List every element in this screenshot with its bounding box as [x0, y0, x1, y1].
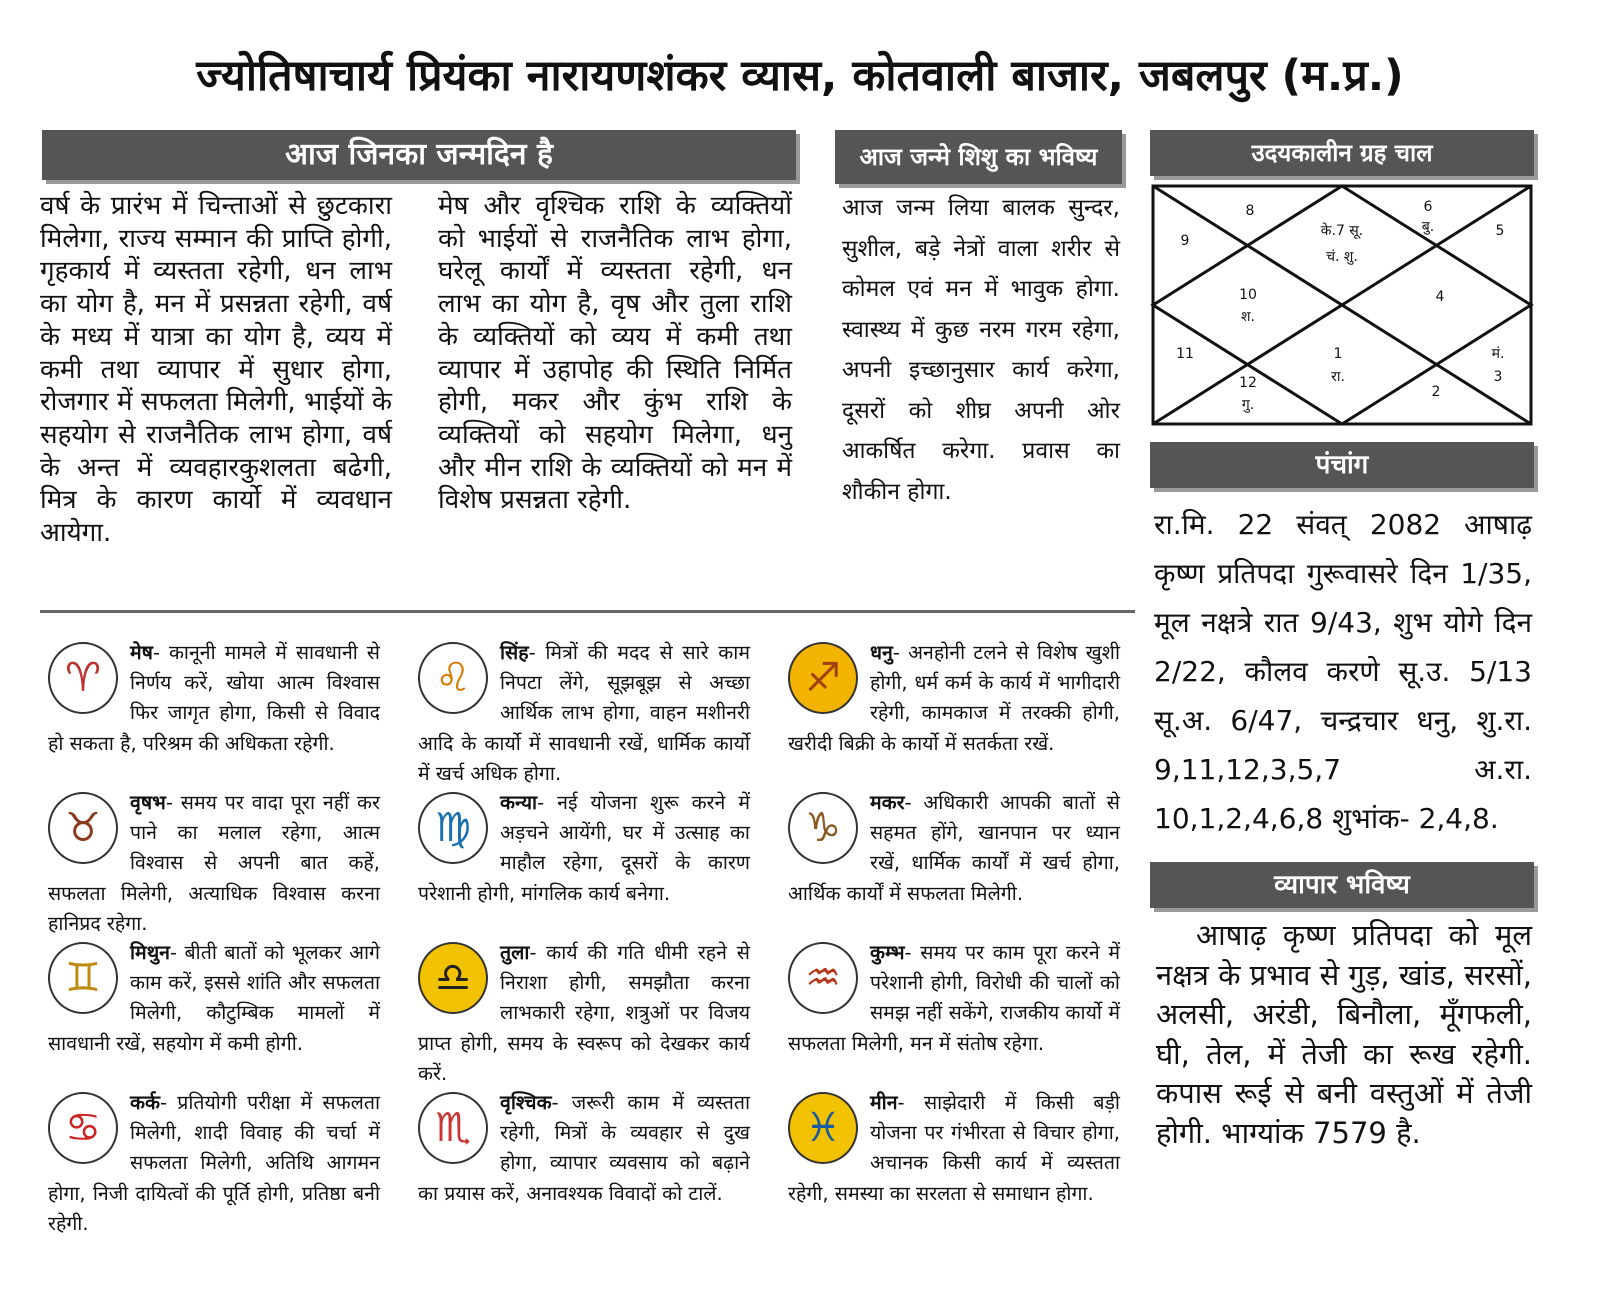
chart-heading-bar [1150, 130, 1534, 176]
house-4: 4 [1435, 289, 1445, 305]
pisces-icon: ♓ [788, 1092, 858, 1164]
rashi-dash: - [152, 641, 160, 664]
vyapar-text: आषाढ़ कृष्ण प्रतिपदा को मूल नक्षत्र के प्रभाव से गुड़, खांड, सरसों, अलसी, अरंडी, बिनौला, मूँगफली, घी, तेल, में तेजी का रूख रहेगी. कपास रूई से बनी वस्तुओं में तेजी होगी. भाग्यांक 7579 है. [1156, 918, 1533, 1150]
rashi-text: जरूरी काम में व्यस्तता रहेगी, मित्रों के व्यवहार से दुख होगा, व्यापार व्यवसाय को बढ़ाने का प्रयास करें, अनावश्यक विवादों को टालें. [418, 1091, 750, 1205]
taurus-icon: ♉ [48, 792, 118, 864]
house-8: 8 [1245, 203, 1255, 219]
house-3-planet: मं. [1491, 346, 1505, 362]
rashi-name: वृषभ [130, 791, 166, 814]
rashi-kanya [418, 788, 750, 909]
house-6: 6 [1423, 199, 1433, 215]
rashi-dash: - [551, 1091, 559, 1114]
rashi-name: मकर [870, 791, 905, 814]
rashi-name: मीन [870, 1091, 898, 1114]
capricorn-icon: ♑ [788, 792, 858, 864]
rashi-dash: - [904, 941, 912, 964]
rashi-text: साझेदारी में किसी बड़ी योजना पर गंभीरता से विचार होगा, अचानक किसी कार्य में व्यस्तता रहेगी, समस्या का सरलता से समाधान होगा. [788, 1091, 1120, 1205]
rashi-dash: - [529, 941, 537, 964]
rashi-text: बीती बातों को भूलकर आगे काम करें, इससे शांति और सफलता मिलेगी, कौटुम्बिक मामलों में सावधानी रखें, सहयोग में कमी होगी. [48, 941, 380, 1055]
rashi-text: कानूनी मामले में सावधानी से निर्णय करें, खोया आत्म विश्वास फिर जागृत होगा, किसी से विवाद हो सकता है, परिश्रम की अधिकता रहेगी. [48, 641, 380, 755]
virgo-icon: ♍ [418, 792, 488, 864]
house-9: 9 [1180, 233, 1190, 249]
rashi-vrishabh [48, 788, 380, 939]
rashi-text: समय पर काम पूरा करने में परेशानी होगी, विरोधी की चालों को समझ नहीं सकेंगे, राजकीय कार्यो में सफलता मिलेगी, मन में संतोष रहेगा. [788, 941, 1120, 1055]
house-1-planet: रा. [1331, 369, 1345, 385]
rashi-name: कर्क [130, 1091, 160, 1114]
child-heading: आज जन्मे शिशु का भविष्य [859, 143, 1098, 171]
rashi-name: कुम्भ [870, 941, 905, 964]
vyapar-heading: व्यापार भविष्य [1274, 870, 1410, 900]
rashi-name: धनु [870, 641, 893, 664]
rashi-dash: - [897, 1091, 905, 1114]
rashi-makar [788, 788, 1120, 909]
house-3: 3 [1493, 369, 1503, 385]
rashi-name: सिंह [500, 641, 529, 664]
aquarius-icon: ♒ [788, 942, 858, 1014]
house-11: 11 [1176, 346, 1194, 362]
rashi-text: प्रतियोगी परीक्षा में सफलता मिलेगी, शादी विवाह की चर्चा में सफलता मिलेगी, अतिथि आगमन होगा, निजी दायित्वों की पूर्ति होगी, प्रतिष्ठा बनी रहेगी. [48, 1091, 380, 1235]
rashi-dash: - [159, 1091, 167, 1114]
house-12: 12 [1239, 375, 1257, 391]
rashi-name: मिथुन [130, 941, 170, 964]
rashi-text: मित्रों की मदद से सारे काम निपटा लेंगे, सूझबूझ से अच्छा आर्थिक लाभ होगा, वाहन मशीनरी आदि के कार्यो में सावधानी रखें, धार्मिक कार्यो में खर्च अधिक होगा. [418, 641, 750, 785]
rashi-dash: - [904, 791, 912, 814]
rashi-mesh [48, 638, 380, 759]
rashi-text: नई योजना शुरू करने में अड़चने आयेंगी, घर में उत्साह का माहौल रहेगा, दूसरों के कारण परेशानी होगी, मांगलिक कार्य बनेगा. [418, 791, 750, 905]
rashi-meen [788, 1088, 1120, 1209]
child-heading-bar [835, 130, 1122, 184]
scorpio-icon: ♏ [418, 1092, 488, 1164]
house-10-planet: श. [1241, 309, 1255, 325]
rashi-text: अनहोनी टलने से विशेष खुशी होगी, धर्म कर्म के कार्य में भागीदारी रहेगी, कामकाज में तरक्की होगी, खरीदी बिक्री के कार्यो में सतर्कता रखें. [788, 641, 1120, 755]
chart-heading: उदयकालीन ग्रह चाल [1251, 139, 1433, 167]
rashi-name: तुला [500, 941, 530, 964]
house-12-planet: गु. [1241, 397, 1255, 413]
rashi-dash: - [170, 941, 178, 964]
cancer-icon: ♋ [48, 1092, 118, 1164]
child-text: आज जन्म लिया बालक सुन्दर, सुशील, बड़े नेत्रों वाला शरीर से कोमल एवं मन में भावुक होगा. स्वास्थ्य में कुछ नरम गरम रहेगा, अपनी इच्छानुसार कार्य करेगा, दूसरों को शीघ्र अपनी ओर आकर्षित करेगा. प्रवास का शौकीन होगा. [842, 195, 1120, 505]
rashi-tula [418, 938, 750, 1089]
rashi-name: कन्या [500, 791, 538, 814]
panchang-heading: पंचांग [1315, 450, 1369, 480]
house-10: 10 [1239, 287, 1257, 303]
rashi-vrishchik [418, 1088, 750, 1209]
vyapar-heading-bar [1150, 862, 1534, 908]
rashi-mithun [48, 938, 380, 1059]
rashi-name: वृश्चिक [500, 1091, 552, 1114]
page-title: ज्योतिषाचार्य प्रियंका नारायणशंकर व्यास, कोतवाली बाजार, जबलपुर (म.प्र.) [196, 51, 1404, 101]
house-1: 1 [1333, 346, 1343, 362]
house-5: 5 [1495, 223, 1505, 239]
rashi-dash: - [528, 641, 536, 664]
leo-icon: ♌ [418, 642, 488, 714]
birthday-heading-bar [42, 130, 796, 180]
birthday-text-col1: वर्ष के प्रारंभ में चिन्ताओं से छुटकारा मिलेगा, राज्य सम्मान की प्राप्ति होगी, गृहकार्य में व्यस्तता रहेगी, धन लाभ का योग है, मन में प्रसन्नता रहेगी, वर्ष के मध्य में यात्रा का योग है, व्यय में कमी तथा व्यापार में सुधार होगा, रोजगार में सफलता मिलेगी, भाईयों के सहयोग से राजनैतिक लाभ होगा, वर्ष के अन्त में व्यवहारकुशलता बढेगी, मित्र के कारण कार्यो में व्यवधान आयेगा. [40, 191, 392, 549]
rashi-kumbh [788, 938, 1120, 1059]
panchang-text: रा.मि. 22 संवत् 2082 आषाढ़ कृष्ण प्रतिपदा गुरूवासरे दिन 1/35, मूल नक्षत्रे रात 9/43, शुभ योगे दिन 2/22, कौलव करणे सू.उ. 5/13 सू.अ. 6/47, चन्द्रचार धनु, शु.रा. 9,11,12,3,5,7 अ.रा. 10,1,2,4,6,8 शुभांक- 2,4,8. [1154, 508, 1532, 835]
section-divider [40, 610, 1135, 613]
house-6-planet: बु. [1421, 219, 1435, 235]
panchang-heading-bar [1150, 442, 1534, 488]
rashi-text: समय पर वादा पूरा नहीं कर पाने का मलाल रहेगा, आत्म विश्वास से अपनी बात कहें, सफलता मिलेगी, अत्याधिक विश्वास करना हानिप्रद रहेगा. [48, 791, 380, 935]
house-2: 2 [1431, 384, 1441, 400]
rashi-name: मेष [130, 641, 153, 664]
rashi-dhanu [788, 638, 1120, 759]
kundli-chart [1150, 183, 1534, 427]
sagittarius-icon: ♐ [788, 642, 858, 714]
birthday-heading: आज जिनका जन्मदिन है [285, 137, 553, 172]
rashi-text: अधिकारी आपकी बातों से सहमत होंगे, खानपान पर ध्यान रखें, धार्मिक कार्यों में खर्च होगा, आर्थिक कार्यों में सफलता मिलेगी. [788, 791, 1120, 905]
birthday-text-col2: मेष और वृश्चिक राशि के व्यक्तियों को भाईयों से राजनैतिक लाभ होगा, घरेलू कार्यों में व्यस्तता रहेगी, धन लाभ का योग है, वृष और तुला राशि के व्यक्तियों को व्यय में कमी तथा व्यापार में उहापोह की स्थिति निर्मित होगी, मकर और कुंभ राशि के व्यक्तियों को सहयोग मिलेगा, धनु और मीन राशि के व्यक्तियों को मन में विशेष प्रसन्नता रहेगी. [438, 191, 792, 516]
libra-icon: ♎ [418, 942, 488, 1014]
rashi-dash: - [165, 791, 173, 814]
rashi-singh [418, 638, 750, 789]
house-7-planets-b: चं. शु. [1326, 249, 1358, 265]
rashi-dash: - [537, 791, 545, 814]
rashi-dash: - [892, 641, 900, 664]
rashi-text: कार्य की गति धीमी रहने से निराशा होगी, समझौता करना लाभकारी रहेगा, शत्रुओं पर विजय प्राप्त होगी, समय के स्वरूप को देखकर कार्य करें. [418, 941, 750, 1085]
rashi-kark [48, 1088, 380, 1239]
house-7-planets-a: के.7 सू. [1320, 223, 1364, 239]
aries-icon: ♈ [48, 642, 118, 714]
gemini-icon: ♊ [48, 942, 118, 1014]
